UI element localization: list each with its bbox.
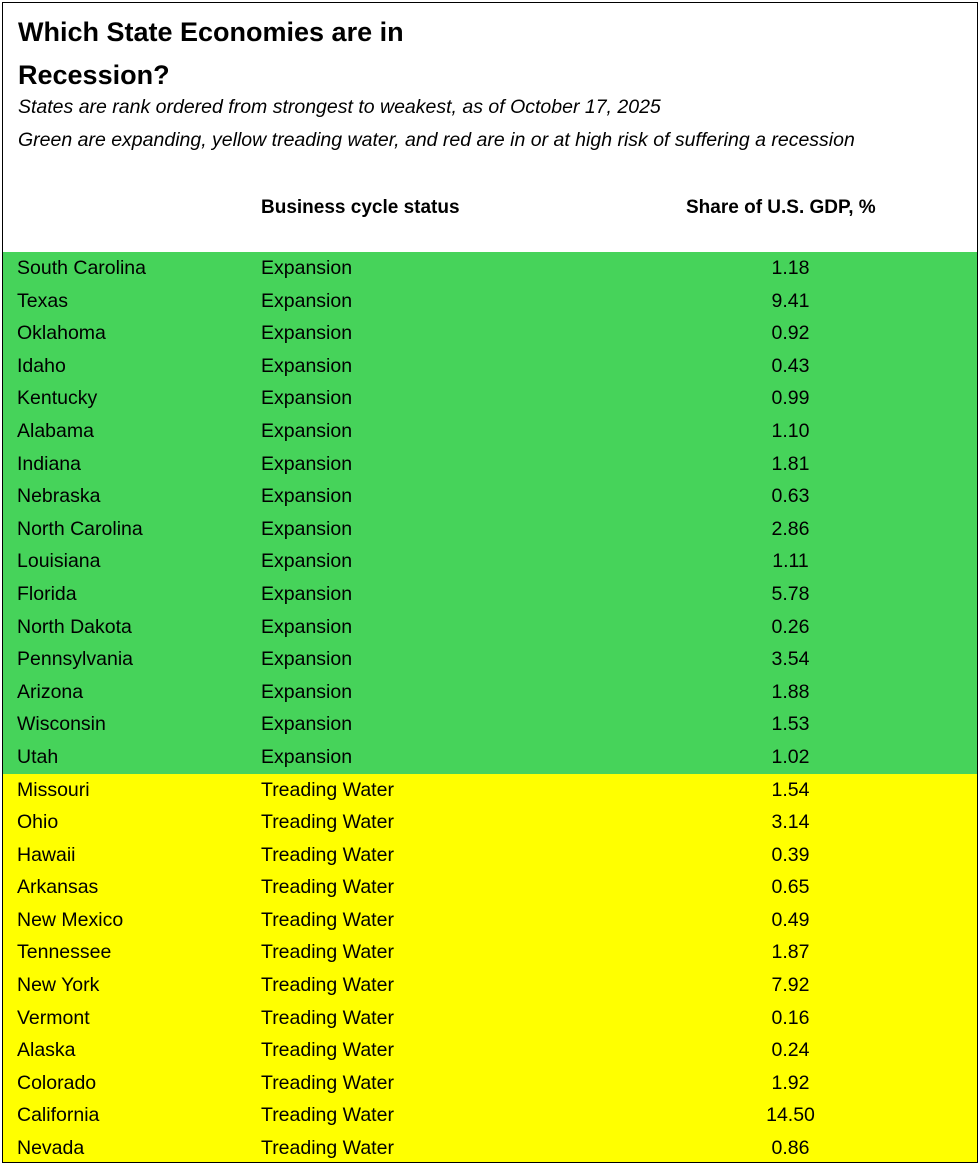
business-cycle-status: Expansion xyxy=(261,550,353,573)
state-name: Hawaii xyxy=(17,843,76,866)
table-row xyxy=(3,969,977,1002)
gdp-share-value: 14.50 xyxy=(766,1104,815,1127)
state-name: Arizona xyxy=(17,680,84,703)
gdp-share-value: 0.26 xyxy=(771,615,810,638)
state-name: Texas xyxy=(17,289,68,312)
state-table xyxy=(3,252,977,1163)
gdp-share-value: 1.92 xyxy=(771,1071,810,1094)
state-name: Alaska xyxy=(17,1039,76,1062)
business-cycle-status: Treading Water xyxy=(261,908,394,931)
table-row xyxy=(3,871,977,904)
state-name: Missouri xyxy=(17,778,90,801)
business-cycle-status: Expansion xyxy=(261,289,353,312)
business-cycle-status: Treading Water xyxy=(261,811,394,834)
table-row xyxy=(3,936,977,969)
table-row xyxy=(3,611,977,644)
business-cycle-status: Treading Water xyxy=(261,778,394,801)
table-row xyxy=(3,1034,977,1067)
state-name: Vermont xyxy=(17,1006,90,1029)
subtitle-ranking-note: States are rank ordered from strongest to weakest, as of October 17, 2025 xyxy=(18,96,661,118)
business-cycle-status: Treading Water xyxy=(261,1137,394,1160)
gdp-share-value: 0.24 xyxy=(771,1039,810,1062)
state-name: North Carolina xyxy=(17,517,143,540)
business-cycle-status: Treading Water xyxy=(261,1071,394,1094)
table-row xyxy=(3,1099,977,1132)
table-row xyxy=(3,774,977,807)
page-title: Which State Economies are in Recession? xyxy=(18,17,404,90)
gdp-share-value: 0.99 xyxy=(771,387,810,410)
business-cycle-status: Expansion xyxy=(261,648,353,671)
gdp-share-value: 0.49 xyxy=(771,908,810,931)
state-name: Nebraska xyxy=(17,485,101,508)
business-cycle-status: Treading Water xyxy=(261,876,394,899)
table-row xyxy=(3,252,977,285)
gdp-share-value: 9.41 xyxy=(771,289,810,312)
business-cycle-status: Treading Water xyxy=(261,843,394,866)
business-cycle-status: Expansion xyxy=(261,517,353,540)
table-row xyxy=(3,708,977,741)
table-row xyxy=(3,480,977,513)
gdp-share-value: 0.65 xyxy=(771,876,810,899)
state-name: Kentucky xyxy=(17,387,98,410)
business-cycle-status: Expansion xyxy=(261,680,353,703)
business-cycle-status: Expansion xyxy=(261,452,353,475)
table-row xyxy=(3,448,977,481)
gdp-share-value: 1.18 xyxy=(771,257,810,279)
state-name: Colorado xyxy=(17,1071,97,1094)
gdp-share-value: 1.54 xyxy=(771,778,810,801)
gdp-share-value: 7.92 xyxy=(771,974,810,997)
business-cycle-status: Treading Water xyxy=(261,1006,394,1029)
state-name: Tennessee xyxy=(17,941,112,964)
table-row xyxy=(3,806,977,839)
business-cycle-status: Expansion xyxy=(261,419,353,442)
table-row xyxy=(3,1002,977,1035)
business-cycle-status: Expansion xyxy=(261,615,353,638)
table-row xyxy=(3,285,977,318)
state-name: Indiana xyxy=(17,452,81,475)
report-frame xyxy=(2,2,978,1163)
business-cycle-status: Treading Water xyxy=(261,1039,394,1062)
column-header-status: Business cycle status xyxy=(261,197,460,218)
business-cycle-status: Expansion xyxy=(261,713,353,736)
business-cycle-status: Expansion xyxy=(261,485,353,508)
table-row xyxy=(3,382,977,415)
table-row xyxy=(3,578,977,611)
state-name: Pennsylvania xyxy=(17,648,133,671)
business-cycle-status: Expansion xyxy=(261,322,353,345)
table-row xyxy=(3,350,977,383)
state-name: Utah xyxy=(17,745,59,768)
gdp-share-value: 1.87 xyxy=(771,941,810,964)
column-header-share: Share of U.S. GDP, % xyxy=(686,197,876,218)
gdp-share-value: 2.86 xyxy=(771,517,810,540)
gdp-share-value: 1.88 xyxy=(771,680,810,703)
subtitle-color-legend: Green are expanding, yellow treading water, and red are in or at high risk of suffering a recession xyxy=(18,129,855,151)
business-cycle-status: Expansion xyxy=(261,745,353,768)
state-name: New York xyxy=(17,974,100,997)
state-name: Alabama xyxy=(17,419,94,442)
table-row xyxy=(3,904,977,937)
gdp-share-value: 3.14 xyxy=(771,811,810,834)
gdp-share-value: 0.39 xyxy=(771,843,810,866)
table-row xyxy=(3,317,977,350)
table-row xyxy=(3,839,977,872)
business-cycle-status: Treading Water xyxy=(261,1104,394,1127)
business-cycle-status: Expansion xyxy=(261,387,353,410)
state-name: Florida xyxy=(17,582,77,605)
state-name: New Mexico xyxy=(17,908,124,931)
gdp-share-value: 1.81 xyxy=(771,452,810,475)
business-cycle-status: Treading Water xyxy=(261,974,394,997)
gdp-share-value: 1.10 xyxy=(771,419,810,442)
table-row xyxy=(3,1132,977,1163)
business-cycle-status: Expansion xyxy=(261,257,353,279)
gdp-share-value: 0.63 xyxy=(771,485,810,508)
gdp-share-value: 1.11 xyxy=(772,550,809,573)
gdp-share-value: 0.43 xyxy=(771,354,810,377)
state-name: Idaho xyxy=(17,354,66,377)
gdp-share-value: 3.54 xyxy=(771,648,810,671)
gdp-share-value: 0.86 xyxy=(771,1137,810,1160)
table-row xyxy=(3,513,977,546)
table-row xyxy=(3,676,977,709)
state-name: Oklahoma xyxy=(17,322,106,345)
state-name: Louisiana xyxy=(17,550,101,573)
state-name: Nevada xyxy=(17,1137,85,1160)
gdp-share-value: 0.92 xyxy=(771,322,810,345)
state-name: North Dakota xyxy=(17,615,132,638)
table-row xyxy=(3,545,977,578)
table-row xyxy=(3,741,977,774)
business-cycle-status: Expansion xyxy=(261,354,353,377)
table-row xyxy=(3,1067,977,1100)
gdp-share-value: 1.53 xyxy=(771,713,810,736)
gdp-share-value: 5.78 xyxy=(771,582,810,605)
state-name: South Carolina xyxy=(17,257,146,279)
table-row xyxy=(3,415,977,448)
table-row xyxy=(3,643,977,676)
state-name: Arkansas xyxy=(17,876,99,899)
gdp-share-value: 0.16 xyxy=(771,1006,810,1029)
business-cycle-status: Treading Water xyxy=(261,941,394,964)
state-name: California xyxy=(17,1104,100,1127)
business-cycle-status: Expansion xyxy=(261,582,353,605)
gdp-share-value: 1.02 xyxy=(771,745,810,768)
state-name: Ohio xyxy=(17,811,59,834)
state-name: Wisconsin xyxy=(17,713,106,736)
